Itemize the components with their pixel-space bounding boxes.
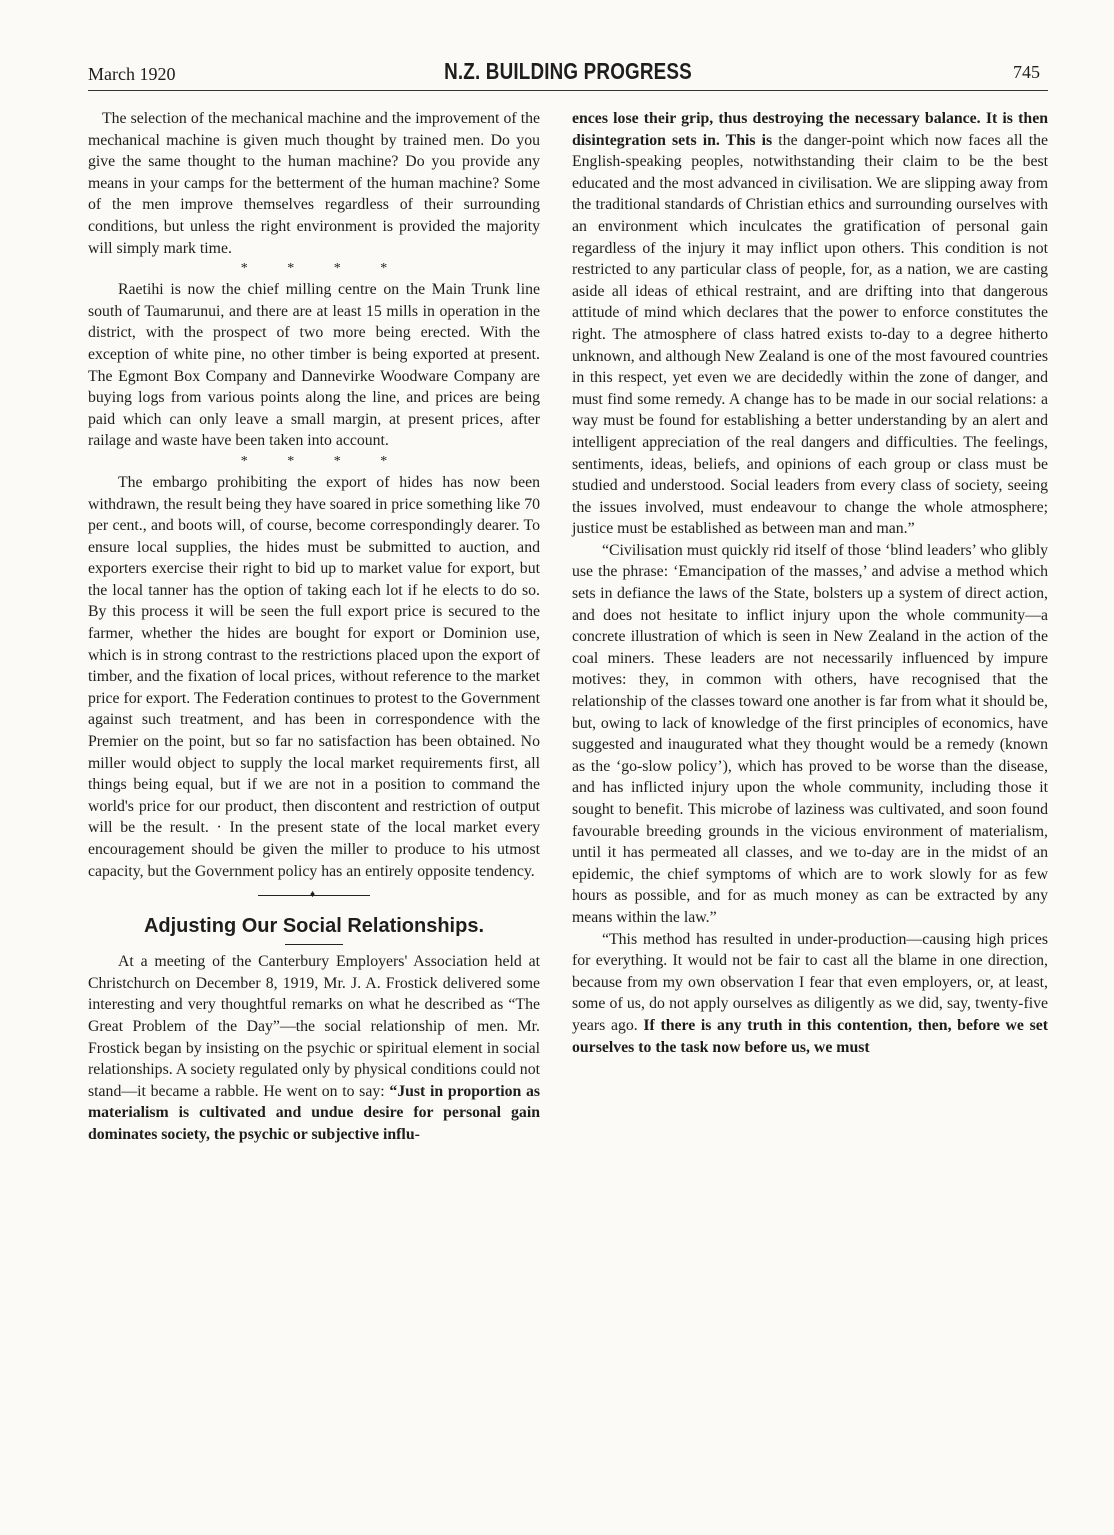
page-number: 745 [1013, 62, 1040, 82]
paragraph-text: “This method has resulted in under-production—causing high prices for everything. It would not be fair to cast all the blame in one direction, because from my own observation I fear that even employers, or, at least, some of us, do not apply ourselves as diligently as we did, say, twenty-five years ago. [572, 930, 1048, 1034]
heading-underline [285, 944, 343, 945]
page-header [88, 58, 1048, 92]
paragraph-text: the danger-point which now faces all the English-speaking peoples, notwithstanding their claim to be the best educated and the most advanced in civilisation. We are slipping away from the traditional standards of Christian ethics and surrounding ourselves with an environment which inculcates the gratification of personal gain regardless of the injury it may inflict upon others. This condition is not restricted to any particular class of people, for, as a nation, we are casting aside all ideas of ethical restraint, and are drifting into that dangerous attitude of mind which declares that the power to enforce constitutes the right. The atmosphere of class hatred exists to-day to a degree hitherto unknown, and although New Zealand is one of the most favoured countries in this respect, yet even we are decidedly within the zone of danger, and must find some remedy. A change has to be made in our social relations: a way must be found for establishing a better understanding by an alert and intelligent appreciation of the real dangers and difficulties. The feelings, sentiments, ideas, beliefs, and opinions of each group or class must be studied and understood. Social leaders from every class of society, seeing the issues involved, must endeavour to change the whole atmosphere; justice must be established as between man and man.” [572, 131, 1049, 538]
quote-continuation: ences lose their grip, thus destroying the necessary balance. It is then disintegration sets in. This is [572, 110, 1048, 149]
paragraph-under-production [572, 929, 1048, 1059]
right-column [572, 108, 1048, 1058]
paragraph-canterbury-meeting [88, 951, 540, 1145]
paragraph-civilisation: “Civilisation must quickly rid itself of those ‘blind leaders’ who glibly use the phrase: ‘Emancipation of the masses,’ and advise a method which sets in defiance the laws of the State, bolsters up a system of direct action, and does not hesitate to inflict injury upon the whole community—a concrete illustration of which is seen in New Zealand in the action of the coal miners. These leaders are not necessarily influenced by impure motives: they, in common with others, have recognised that the relationship of the classes toward one another is far from what it should be, but, owing to lack of knowledge of the first principles of economics, have suggested and inaugurated what they thought would be a remedy (known as the ‘go-slow policy’), which has proved to be worse than the disease, and has inflicted injury upon the whole community, including those it sought to benefit. This microbe of laziness was cultivated, and soon found favourable breeding grounds in the vicious environment of materialism, until it has permeated all classes, and we to-day are in the midst of an epidemic, the chief symptoms of which are to work slowly for as few hours as possible, and for as much money as can be extracted by any means within the law.” [572, 541, 1048, 926]
journal-title: N.Z. BUILDING PROGRESS [444, 58, 692, 84]
paragraph-machine: The selection of the mechanical machine and the improvement of the mechanical machine is given much thought by trained men. Do you give the same thought to the human machine? Do you provide any means in your camps for the betterment of the human machine? Some of the men improve themselves regardless of their surrounding conditions, but unless the right environment is provided the majority will simply mark time. [88, 110, 540, 257]
paragraph-continuation [572, 108, 1048, 540]
issue-date: March 1920 [88, 64, 176, 84]
left-column [88, 108, 540, 1146]
paragraph-raetihi: Raetihi is now the chief milling centre on the Main Trunk line south of Taumarunui, and there are at least 15 mills in operation in the district, with the prospect of two more being erected. With the exception of white pine, no other timber is being exported at present. The Egmont Box Company and Dannevirke Woodware Company are buying logs from various points along the line, and prices are being paid which can only leave a small margin, at present prices, after railage and waste have been taken into account. [88, 281, 540, 450]
header-rule [88, 90, 1048, 91]
separator-stars: * * * * [240, 453, 406, 469]
section-divider: ♦ [88, 886, 540, 906]
paragraph-text: At a meeting of the Canterbury Employers' Association held at Christchurch on December 8, 1919, Mr. J. A. Frostick delivered some interesting and very thoughtful remarks on what he described as “The Great Problem of the Day”—the social relationship of men. Mr. Frostick began by insisting on the psychic or spiritual element in social relationships. A society regulated only by physical conditions could not stand—it became a rabble. He went on to say: [88, 953, 540, 1100]
quote-closing: If there is any truth in this contention, then, before we set ourselves to the task now before us, we must [572, 1016, 1049, 1056]
separator-stars: * * * * [240, 261, 406, 277]
quote-lead: “Just in proportion as materialism is cultivated and undue desire for personal gain dominates society, the psychic or subjective influ- [88, 1082, 541, 1143]
section-heading: Adjusting Our Social Relationships. [143, 915, 485, 938]
paragraph-hides-embargo: The embargo prohibiting the export of hides has now been withdrawn, the result being they have soared in price something like 70 per cent., and boots will, of course, become correspondingly dearer. To ensure local supplies, the hides must be submitted to auction, and exporters exercise their right to bid up to market value for export, but the local tanner has the option of taking each lot if he elects to do so. By this process it will be seen the full export price is secured to the farmer, whether the hides are bought for export or Dominion use, which is in strong contrast to the restrictions placed upon the export of timber, and the fixation of local prices, without reference to the market price for export. The Federation continues to protest to the Government against such treatment, and has been in correspondence with the Premier on the point, but so far no satisfaction has been obtained. No miller would object to supply the local market requirements first, all things being equal, but if we are not in a position to command the world's price for our product, then discontent and restriction of output will be the result. · In the present state of the local market every encouragement should be given the miller to produce to his utmost capacity, but the Government policy has an entirely opposite tendency. [88, 473, 540, 880]
